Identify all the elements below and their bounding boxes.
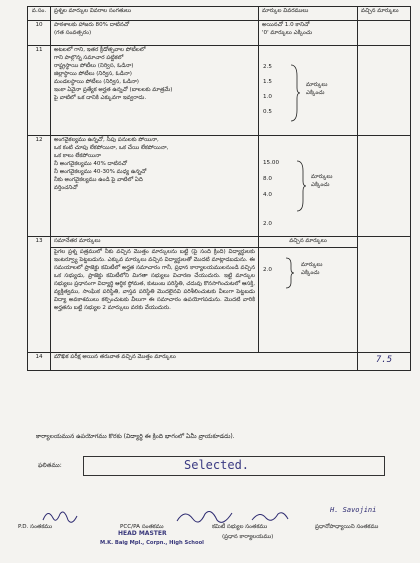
header-marks-detail: మార్కుల వివరములు xyxy=(259,7,358,21)
brace-line: ఎక్కించు xyxy=(306,89,325,96)
brace-label xyxy=(311,174,332,190)
row-line: అంగవైకల్యము ఉన్నచో, సీపు పనులకు పోయినా, xyxy=(54,137,159,143)
marks-line: '0' మార్కులు ఎక్కించు xyxy=(262,29,313,36)
head-master-handwritten-name: H. Savojini xyxy=(330,506,377,514)
brace-icon xyxy=(295,160,307,212)
marks-value: 15.00 xyxy=(263,160,280,166)
brace-line: మార్కులు xyxy=(301,262,323,268)
row-description: మౌఖిక పరీక్ష అయిన తరువాత వచ్చిన మొత్తం మార్కులు xyxy=(51,353,358,371)
row-marks-detail xyxy=(259,136,358,237)
marks-value: 0.5 xyxy=(263,109,272,115)
table-row xyxy=(28,46,411,136)
marks-value: 4.0 xyxy=(263,192,272,198)
row-marks-detail xyxy=(259,21,358,46)
row-line: జిల్లాస్థాయి పోటీలు (నిర్విస, ఓడినా) xyxy=(54,70,132,77)
row-line: నీకు అంగవైకల్యము ఉండి పై వాటిలో ఏది xyxy=(54,176,143,183)
header-marks-got: వచ్చిన మార్కులు xyxy=(358,7,411,21)
marks-value: 2.0 xyxy=(263,267,272,273)
row-marks-got xyxy=(358,21,411,46)
row-line: ఇంకా ఏవైనా ప్రత్యేక అర్హత ఉన్నచో (బాలలకు మాత్రమే) xyxy=(54,86,173,93)
brace-line: ఎక్కించు xyxy=(301,269,320,276)
row-marks-got xyxy=(358,237,411,353)
row-marks-got xyxy=(358,46,411,136)
pd-signature-label: P.D. సంతకము xyxy=(18,524,53,530)
row-marks-detail xyxy=(259,46,358,136)
brace-line: మార్కులు xyxy=(306,82,328,88)
pcc-signature-label: PCC/PA సంతకము xyxy=(120,524,164,530)
marks-value: 1.5 xyxy=(263,79,272,85)
row-line: పాఠశాలకు హాజరు 80% దాటినచో xyxy=(54,22,130,28)
row-line: పై వాటిలో ఒక దానికి ఎక్కువగా ఇవ్వరాదు. xyxy=(54,94,147,101)
row-13-title: సమానేతర మార్కులు xyxy=(54,238,101,244)
row-line: రాష్ట్రస్థాయి పోటీలు (నిర్విస, ఓడినా) xyxy=(54,62,134,69)
table-row xyxy=(28,353,411,371)
office-use-note: కార్యాలయమున ఉపయోగము కొరకు (విద్యార్థి ఈ క్రింది భాగంలో ఏమీ వ్రాయకూడదు). xyxy=(36,433,235,440)
row-line: గాని పాల్గొన్న సమాచార పట్టికలో xyxy=(54,54,124,61)
row-line: నీ అంగవైకల్యము 40% దాటినచో xyxy=(54,160,127,167)
head-master-stamp: HEAD MASTER xyxy=(118,530,167,537)
marks-value: 2.5 xyxy=(263,64,272,70)
row-line: అటలలో గాని, ఇతర క్రీడోత్సవాల పోటీలలో xyxy=(54,47,146,53)
header-sno: వ.సం. xyxy=(28,7,51,21)
row-description xyxy=(51,136,259,237)
brace-label xyxy=(306,82,327,98)
committee-signature-label: కమిటీ సభ్యుల సంతకము xyxy=(212,524,268,530)
row-line: మండలస్థాయి పోటీలు (నిర్విస, ఓడినా) xyxy=(54,78,139,85)
result-field xyxy=(83,456,385,476)
row-description xyxy=(51,21,259,46)
head-master-signature-label: ప్రధానోపాధ్యాయిని సంతకము xyxy=(315,524,379,530)
row-line: వర్తించనిచో xyxy=(54,184,78,191)
brace-line: మార్కులు xyxy=(311,174,333,180)
row-number: 14 xyxy=(28,353,51,371)
brace-line: ఎక్కించు xyxy=(311,181,330,188)
marks-value: 2.0 xyxy=(263,221,272,227)
row-line: ఒక కాలు లేకపోయినా xyxy=(54,152,101,159)
row-line: (గత సంవత్సరం) xyxy=(54,29,92,36)
marks-table xyxy=(27,6,411,371)
brace-icon xyxy=(284,257,296,289)
result-value-handwritten: Selected. xyxy=(184,458,250,472)
table-header-row xyxy=(28,7,411,21)
row-line: ఒక కంటి చూపు లేకపోయినా, ఒక చేయి లేకపోయినా, xyxy=(54,144,169,151)
row-number: 10 xyxy=(28,21,51,46)
head-office-label: (ప్రధాన కార్యాలయము) xyxy=(222,534,274,540)
table-row xyxy=(28,237,411,353)
row-number: 13 xyxy=(28,237,51,353)
marks-value: 1.0 xyxy=(263,94,272,100)
row-number: 12 xyxy=(28,136,51,237)
row-marks-got xyxy=(358,136,411,237)
brace-label xyxy=(301,262,322,278)
school-stamp: M.K. Baig Mpl., Corpn., High School xyxy=(100,540,204,546)
table-row xyxy=(28,136,411,237)
row-description xyxy=(51,237,259,353)
row-marks-got xyxy=(358,353,411,371)
total-marks-handwritten: 7.5 xyxy=(375,355,393,365)
row-line: నీ అంగవైకల్యము 40-30% మధ్య ఉన్నచో xyxy=(54,168,147,175)
row-number: 11 xyxy=(28,46,51,136)
header-point: ప్రశ్నల మార్కుల వివరాల సంగతులు xyxy=(51,7,259,21)
row-13-col-label: వచ్చిన మార్కులు xyxy=(289,238,327,244)
row-13-paragraph: పైగల ప్రశ్న పత్రములో నీకు వచ్చిన మొత్తం మార్కులను బట్టి (పై సంది క్రింది) విద్యార్థులకు ఇంటర్వ్యూ పెట్టబడును. ఎక్కువ మార్కులు వచ్చిన విద్యార్థులతో మొదటి మాట్లాడబడును. ఈ సమయాలలో ప్రాజెక్టు కమిటీలో అర్హత సమాచారం గానీ, ప్రధాన కార్యాలయములనుండి వచ్చిన ఒక సభ్యుడు, ప్రాజెక్టు కమిటీలోని మిగతా సభ్యులు విచారణ చేయుదురు. ఇట్టి మార్కుల సభ్యులు ప్రధానంగా విద్యార్థి ఆర్థిక స్థోమత, కుటుంబ పరిస్థితి, చదువు కొనసాగించుటలో ఆసక్తి, వ్యక్తిత్వము, సాంఘిక పరిస్థితి, వాస్తవ పరిస్థితి మొదలైనవి పరిశీలించుటకు వీలుగా పెట్టబడు విద్యా అవకాశములు కల్పించుటకు వీలుగా ఈ సమాచారం ఉపయోగపడును. మొదటి వారికి అర్హతను బట్టి సభ్యుల 2 మార్కులు వరకు వేయుదురు. xyxy=(54,248,255,311)
table-row xyxy=(28,21,411,46)
marks-line: అయినచో 1.0 కానిచో xyxy=(262,22,310,28)
marks-value: 8.0 xyxy=(263,176,272,182)
brace-icon xyxy=(289,64,301,122)
row-description xyxy=(51,46,259,136)
row-marks-detail xyxy=(259,237,358,353)
result-label: ఫలితము: xyxy=(38,462,62,469)
